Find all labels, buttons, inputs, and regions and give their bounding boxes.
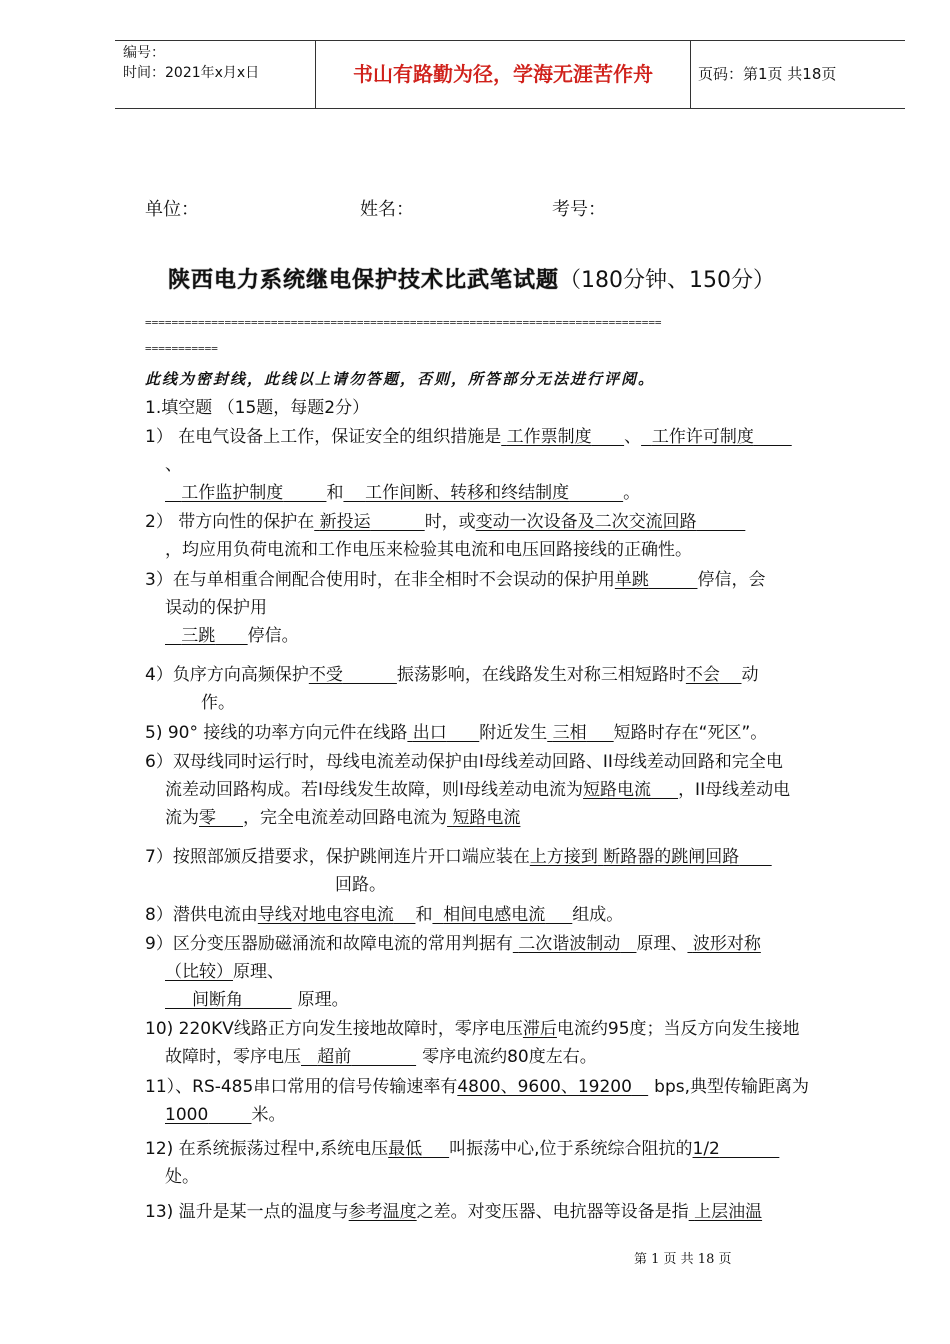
q13-text: 13) 温升是某一点的温度与	[145, 1202, 349, 1222]
q7-answer-1: 上方接到	[529, 847, 598, 867]
question-12	[145, 1135, 885, 1191]
q4-text-4: 作。	[201, 693, 235, 713]
q2-answer-2: 变动一次设备及二次交流回路	[475, 512, 697, 532]
section-heading: 1.填空题 （15题，每题2分）	[145, 398, 370, 418]
q13-text-2: 之差。对变压器、电抗器等设备是指	[416, 1202, 689, 1222]
q3-text: 3）在与单相重合闸配合使用时，在非全相时不会误动的保护用	[145, 570, 615, 590]
question-7	[145, 843, 885, 899]
q12-text-2: 叫振荡中心,位于系统综合阻抗的	[449, 1139, 693, 1159]
q10-text-2: 电流约95度；当反方向发生接地	[556, 1019, 800, 1039]
q10-answer-1: 滞后	[522, 1019, 557, 1039]
q6-answer-3: 短路电流	[452, 808, 521, 828]
question-6	[145, 748, 885, 832]
name-field: 姓名：	[360, 199, 414, 220]
q4-text-3: 动	[741, 665, 759, 685]
q10-text: 10) 220KV线路正方向发生接地故障时，零序电压	[145, 1019, 523, 1039]
q7-text: 7）按照部颁反措要求，保护跳闸连片开口端应装在	[145, 847, 530, 867]
q3-answer-1: 单跳	[614, 570, 649, 590]
q6-answer-2: 零	[199, 808, 216, 828]
question-13	[145, 1198, 885, 1226]
q5-text: 5) 90° 接线的功率方向元件在线路	[145, 723, 408, 743]
header-page-label: 页码：第1页 共18页	[698, 65, 837, 83]
header-meta	[123, 43, 313, 110]
q6-text: 6）双母线同时运行时，母线电流差动保护由I母线差动回路、II母线差动回路和完全电	[145, 752, 783, 772]
exam-title-sub: （180分钟、150分）	[559, 268, 775, 293]
q9-text-4: 原理。	[297, 990, 349, 1010]
q6-text-5: ，完全电流差动回路电流为	[243, 808, 448, 828]
question-9	[145, 930, 885, 1014]
q9-answer-1: 二次谐波制动	[518, 934, 621, 954]
q10-text-3: 故障时，零序电压	[165, 1047, 301, 1067]
q8-text-3: 组成。	[572, 905, 624, 925]
q5-text-2: 附近发生	[479, 723, 548, 743]
page-header	[115, 40, 905, 109]
question-1	[145, 423, 885, 507]
q13-answer-1: 参考温度	[348, 1202, 417, 1222]
q12-answer-1: 最低	[388, 1139, 423, 1159]
q12-text: 12) 在系统振荡过程中,系统电压	[145, 1139, 389, 1159]
exam-title-main: 陕西电力系统继电保护技术比武笔试题	[168, 268, 560, 293]
q8-text-2: 和	[415, 905, 433, 925]
q9-text: 9）区分变压器励磁涌流和故障电流的常用判据有	[145, 934, 513, 954]
q13-answer-2: 上层油温	[694, 1202, 763, 1222]
q1-answer-1: 工作票制度	[506, 427, 592, 447]
q5-text-3: 短路时存在“死区”。	[613, 723, 768, 743]
q8-text: 8）潜供电流由	[145, 905, 258, 925]
q9-text-3: 原理、	[233, 962, 284, 982]
q4-answer-2: 不会	[685, 665, 720, 685]
question-3	[145, 566, 885, 650]
q1-sep: 、	[624, 427, 642, 447]
q9-answer-2b: （比较）	[165, 962, 233, 982]
q4-text: 4）负序方向高频保护	[145, 665, 309, 685]
q5-answer-1: 出口	[412, 723, 447, 743]
time-label: 时间：2021年x月x日	[123, 65, 260, 81]
q1-answer-2: 工作许可制度	[651, 427, 754, 447]
q1-answer-3: 工作监护制度	[181, 483, 284, 503]
q1-text: 1） 在电气设备上工作，保证安全的组织措施是	[145, 427, 502, 447]
q1-end: 。	[623, 483, 641, 503]
q2-text: 2） 带方向性的保护在	[145, 512, 315, 532]
question-8	[145, 901, 885, 929]
unit-field: 单位：	[145, 199, 199, 220]
header-motto: 书山有路勤为径，学海无涯苦作舟	[315, 41, 691, 108]
q9-answer-2: 波形对称	[692, 934, 761, 954]
exam-title	[168, 263, 775, 294]
q1-answer-4: 工作间断、转移和终结制度	[365, 483, 570, 503]
code-label: 编号：	[123, 45, 165, 61]
q12-answer-2: 1/2	[692, 1139, 720, 1159]
q8-answer-2: 相间电感电流	[443, 905, 546, 925]
q11-text: 11）、RS-485串口常用的信号传输速率有	[145, 1077, 458, 1097]
question-10	[145, 1015, 885, 1071]
q3-text-2: 停信，会	[697, 570, 766, 590]
q10-text-4: 零序电流约80度左右。	[422, 1047, 597, 1067]
seal-line-notice: 此线为密封线，此线以上请勿答题，否则，所答部分无法进行评阅。	[145, 370, 656, 388]
q3-answer-2: 三跳	[181, 626, 216, 646]
q4-answer-1: 不受	[308, 665, 343, 685]
q4-text-2: 振荡影响，在线路发生对称三相短路时	[396, 665, 686, 685]
q11-answer-1: 4800、9600、19200	[457, 1077, 632, 1097]
q12-text-3: 处。	[165, 1167, 199, 1187]
q9-answer-3: 间断角	[192, 990, 244, 1010]
q10-answer-2: 超前	[317, 1047, 352, 1067]
page-footer: 第 1 页 共 18 页	[634, 1252, 732, 1267]
q6-text-2: 流差动回路构成。若I母线发生故障，则I母线差动电流为	[165, 780, 584, 800]
q1-sep-2: 、	[165, 455, 182, 475]
question-4	[145, 661, 885, 717]
separator-line-tail: ===========	[145, 342, 218, 355]
q2-text-3: ，均应用负荷电流和工作电压来检验其电流和电压回路接线的正确性。	[165, 540, 692, 560]
q7-text-2: 回路。	[335, 875, 386, 895]
question-2	[145, 508, 885, 564]
q3-text-4: 停信。	[247, 626, 299, 646]
q8-answer-1: 导线对地电容电流	[257, 905, 394, 925]
q11-text-2: bps,典型传输距离为	[654, 1077, 809, 1097]
q1-and: 和	[326, 483, 344, 503]
q6-text-4: 流为	[165, 808, 199, 828]
question-5	[145, 719, 885, 747]
question-11	[145, 1073, 885, 1129]
q6-text-3: ，II母线差动电	[678, 780, 791, 800]
q11-text-3: 米。	[251, 1105, 286, 1125]
q11-answer-2: 1000	[165, 1105, 209, 1125]
q3-text-3: 误动的保护用	[165, 598, 267, 618]
exam-no-field: 考号：	[552, 199, 606, 220]
q5-answer-2: 三相	[552, 723, 587, 743]
q2-text-2: 时，或	[424, 512, 476, 532]
separator-line: ==============================================================================	[145, 316, 662, 329]
q9-text-2: 原理、	[636, 934, 688, 954]
q7-answer-2: 断路器的跳闸回路	[603, 847, 740, 867]
q6-answer-1: 短路电流	[583, 780, 652, 800]
q2-answer-1: 新投运	[319, 512, 371, 532]
